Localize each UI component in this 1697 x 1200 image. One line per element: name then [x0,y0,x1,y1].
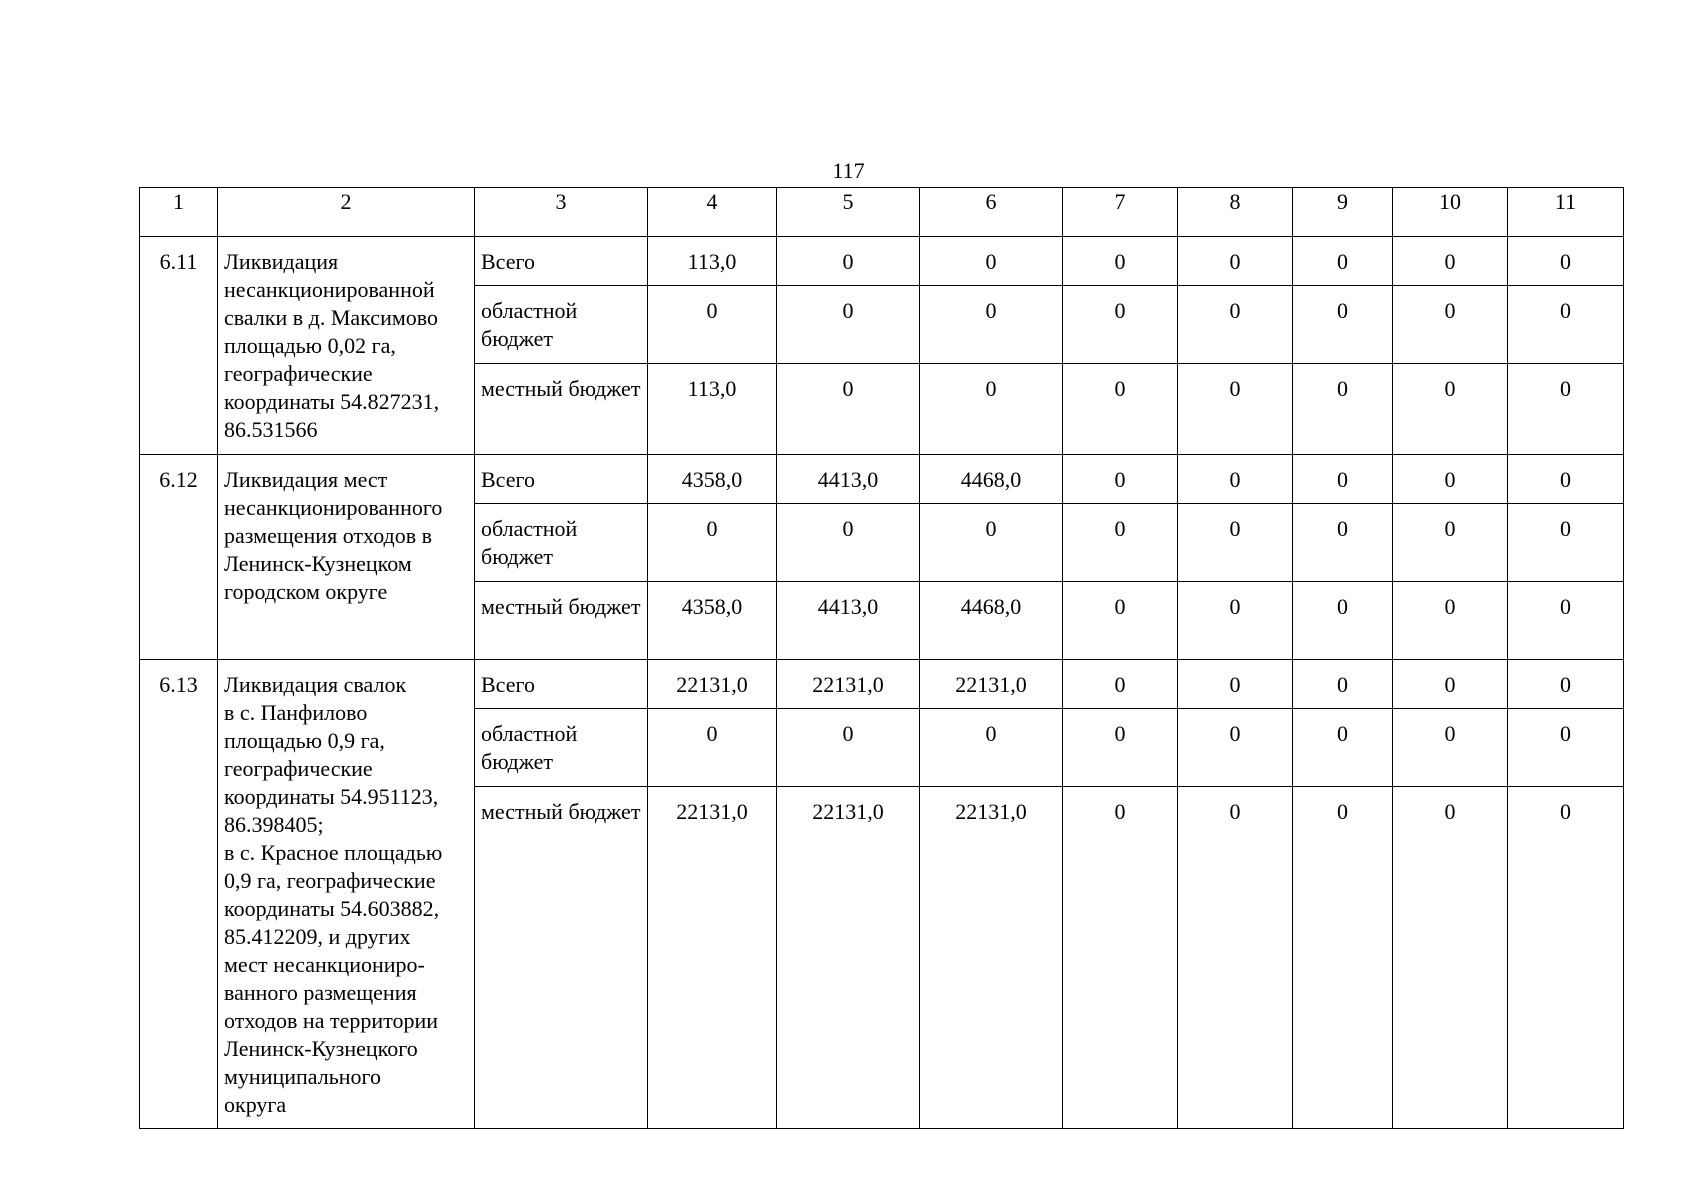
funding-source: местный бюджет [475,787,648,1129]
item-description-line: координаты 54.951123, [224,784,439,809]
table-row [140,455,1624,504]
amount-cell: 0 [1178,787,1293,1129]
funding-source: местный бюджет [475,364,648,455]
amount-cell: 0 [920,504,1063,582]
amount-cell: 0 [1393,787,1508,1129]
column-number-header: 3 [475,188,648,237]
funding-source: областной бюджет [475,709,648,787]
column-number-header: 7 [1063,188,1178,237]
amount-cell: 0 [1178,237,1293,286]
amount-cell: 4358,0 [648,455,777,504]
amount-cell: 0 [1063,709,1178,787]
amount-cell: 0 [1508,787,1624,1129]
item-description-line: 0,9 га, географические [224,868,436,893]
amount-cell: 22131,0 [648,787,777,1129]
table-body [140,188,1624,1129]
amount-cell: 22131,0 [920,660,1063,709]
column-number-header: 10 [1393,188,1508,237]
amount-cell: 0 [777,286,920,364]
amount-cell: 0 [777,504,920,582]
column-number-header: 2 [218,188,475,237]
amount-cell: 0 [1293,364,1393,455]
amount-cell: 0 [1393,582,1508,660]
item-description-line: мест несанкциониро- [224,952,425,977]
item-description-line: размещения отходов в [224,523,433,548]
item-description-line: Ликвидация мест [224,467,388,492]
amount-cell: 0 [1178,455,1293,504]
item-description-line: Ликвидация [224,249,339,274]
amount-cell: 0 [1293,787,1393,1129]
item-description-line: площадью 0,02 га, [224,333,396,358]
amount-cell: 0 [1393,709,1508,787]
amount-cell: 0 [1393,455,1508,504]
amount-cell: 0 [1393,504,1508,582]
amount-cell: 0 [1293,286,1393,364]
amount-cell: 0 [1508,709,1624,787]
amount-cell: 0 [1393,286,1508,364]
item-description-line: площадью 0,9 га, [224,728,385,753]
item-description-line: Ленинск-Кузнецком [224,551,412,576]
amount-cell: 22131,0 [777,660,920,709]
amount-cell: 0 [1063,364,1178,455]
table-row [140,237,1624,286]
column-number-header: 4 [648,188,777,237]
amount-cell: 113,0 [648,364,777,455]
amount-cell: 22131,0 [777,787,920,1129]
funding-source: областной бюджет [475,286,648,364]
amount-cell: 0 [1293,237,1393,286]
item-description-line: Ленинск-Кузнецкого [224,1036,418,1061]
item-description [218,660,475,1129]
amount-cell: 4468,0 [920,582,1063,660]
item-description-line: свалки в д. Максимово [224,305,439,330]
item-number: 6.12 [140,455,218,660]
amount-cell: 0 [1178,364,1293,455]
amount-cell: 0 [1508,364,1624,455]
funding-source: местный бюджет [475,582,648,660]
amount-cell: 0 [1178,660,1293,709]
funding-source: областной бюджет [475,504,648,582]
amount-cell: 0 [1178,504,1293,582]
item-description-line: округа [224,1092,287,1117]
amount-cell: 0 [920,364,1063,455]
item-number: 6.11 [140,237,218,455]
amount-cell: 0 [1293,582,1393,660]
item-description-line: Ликвидация свалок [224,672,407,697]
amount-cell: 4413,0 [777,455,920,504]
column-number-header-row [140,188,1624,237]
column-number-header: 11 [1508,188,1624,237]
column-number-header: 8 [1178,188,1293,237]
item-description-line: координаты 54.827231, [224,389,440,414]
item-description-line: отходов на территории [224,1008,438,1033]
item-description [218,237,475,455]
amount-cell: 4358,0 [648,582,777,660]
item-description-line: несанкционированного [224,495,443,520]
item-description-line: 86.398405; [224,812,324,837]
funding-source: Всего [475,660,648,709]
amount-cell: 0 [1293,504,1393,582]
amount-cell: 0 [1393,660,1508,709]
item-description-line: в с. Панфилово [224,700,368,725]
item-number: 6.13 [140,660,218,1129]
amount-cell: 0 [1293,709,1393,787]
amount-cell: 0 [1178,582,1293,660]
amount-cell: 0 [1508,504,1624,582]
amount-cell: 0 [1508,237,1624,286]
amount-cell: 0 [1293,455,1393,504]
amount-cell: 0 [1063,286,1178,364]
item-description-line: географические [224,361,373,386]
amount-cell: 0 [1508,582,1624,660]
amount-cell: 4413,0 [777,582,920,660]
item-description-line: 86.531566 [224,417,318,442]
item-description-line: ванного размещения [224,980,417,1005]
amount-cell: 0 [648,504,777,582]
item-description-line: в с. Красное площадью [224,840,443,865]
amount-cell: 0 [1178,286,1293,364]
amount-cell: 0 [1508,660,1624,709]
amount-cell: 0 [1293,660,1393,709]
amount-cell: 0 [648,286,777,364]
amount-cell: 0 [920,286,1063,364]
amount-cell: 0 [1063,455,1178,504]
amount-cell: 0 [1508,286,1624,364]
amount-cell: 0 [1178,709,1293,787]
amount-cell: 22131,0 [920,787,1063,1129]
item-description-line: 85.412209, и других [224,924,411,949]
column-number-header: 5 [777,188,920,237]
page-number: 117 [832,158,865,183]
item-description [218,455,475,660]
column-number-header: 6 [920,188,1063,237]
amount-cell: 0 [1063,660,1178,709]
amount-cell: 0 [1393,237,1508,286]
item-description-line: географические [224,756,373,781]
item-description-line: муниципального [224,1064,382,1089]
amount-cell: 0 [648,709,777,787]
amount-cell: 22131,0 [648,660,777,709]
amount-cell: 0 [1508,455,1624,504]
amount-cell: 0 [777,709,920,787]
amount-cell: 0 [1063,504,1178,582]
amount-cell: 0 [920,709,1063,787]
budget-table [139,187,1624,1129]
funding-source: Всего [475,237,648,286]
item-description-line: городском округе [224,579,388,604]
item-description-line: координаты 54.603882, [224,896,440,921]
amount-cell: 0 [1063,582,1178,660]
amount-cell: 0 [1393,364,1508,455]
table-row [140,660,1624,709]
amount-cell: 4468,0 [920,455,1063,504]
amount-cell: 0 [777,364,920,455]
column-number-header: 1 [140,188,218,237]
amount-cell: 0 [1063,237,1178,286]
amount-cell: 0 [1063,787,1178,1129]
column-number-header: 9 [1293,188,1393,237]
amount-cell: 113,0 [648,237,777,286]
item-description-line: несанкционированной [224,277,435,302]
amount-cell: 0 [920,237,1063,286]
amount-cell: 0 [777,237,920,286]
funding-source: Всего [475,455,648,504]
